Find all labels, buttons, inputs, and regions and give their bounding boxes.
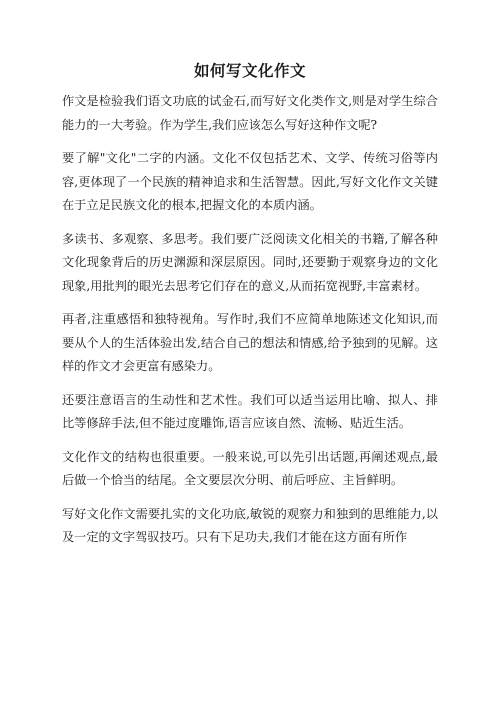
paragraph-perspective: 再者,注重感悟和独特视角。写作时,我们不应简单地陈述文化知识,而要从个人的生活体验出发,结合自己的想法和情感,给予独到的见解。这样的作文才会更富有感染力。 xyxy=(62,312,438,373)
paragraph-structure: 文化作文的结构也很重要。一般来说,可以先引出话题,再阐述观点,最后做一个恰当的结尾。全文要层次分明、前后呼应、主旨鲜明。 xyxy=(62,449,438,487)
paragraph-intro: 作文是检验我们语文功底的试金石,而写好文化类作文,则是对学生综合能力的一大考验。作为学生,我们应该怎么写好这种作文呢? xyxy=(62,94,438,132)
paragraph-conclusion: 写好文化作文需要扎实的文化功底,敏锐的观察力和独到的思维能力,以及一定的文字驾驭技巧。只有下足功夫,我们才能在这方面有所作 xyxy=(62,506,438,544)
document-title: 如何写文化作文 xyxy=(193,61,306,80)
paragraph-culture-meaning: 要了解"文化"二字的内涵。文化不仅包括艺术、文学、传统习俗等内容,更体现了一个民族的精神追求和生活智慧。因此,写好文化作文关键在于立足民族文化的根本,把握文化的本质内涵。 xyxy=(62,151,438,212)
paragraph-read-observe-think: 多读书、多观察、多思考。我们要广泛阅读文化相关的书籍,了解各种文化现象背后的历史渊源和深层原因。同时,还要勤于观察身边的文化现象,用批判的眼光去思考它们存在的意义,从而拓宽视野,丰富素材。 xyxy=(62,231,438,293)
paragraph-language: 还要注意语言的生动性和艺术性。我们可以适当运用比喻、拟人、排比等修辞手法,但不能过度雕饰,语言应该自然、流畅、贴近生活。 xyxy=(62,392,438,430)
